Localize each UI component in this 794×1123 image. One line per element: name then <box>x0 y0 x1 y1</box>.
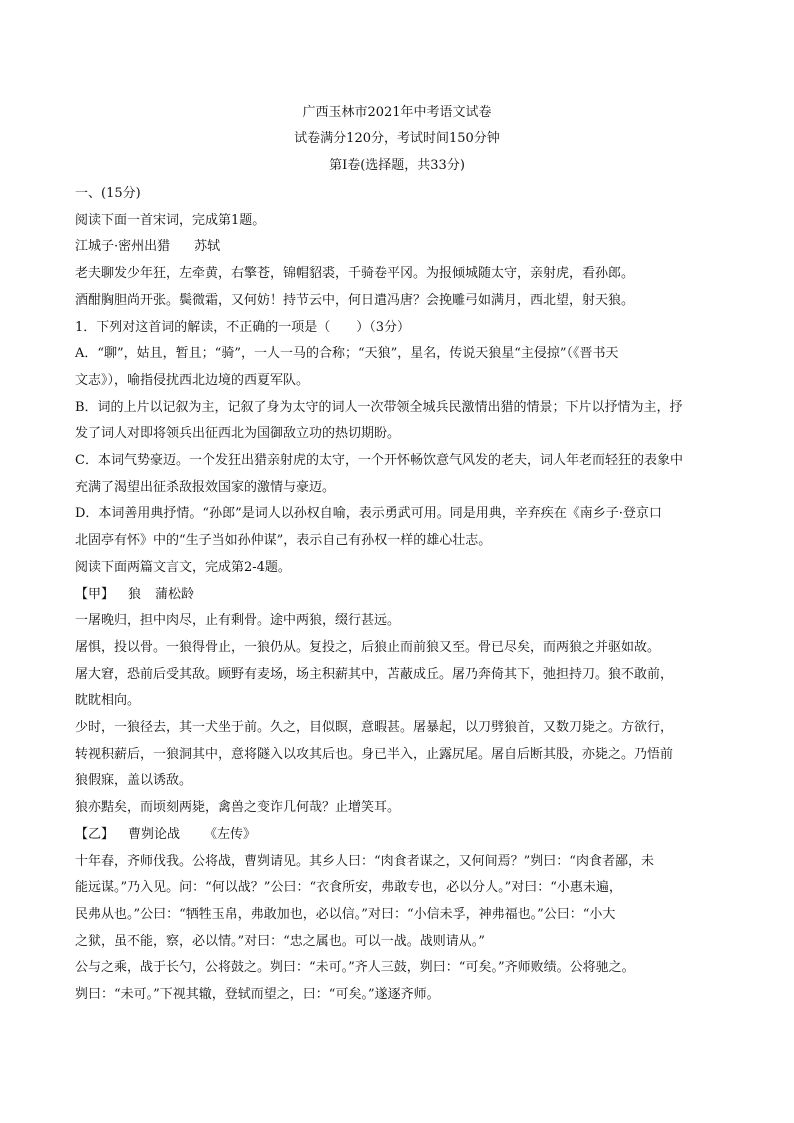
yi-label: 【乙】 <box>75 826 115 842</box>
jia-paragraph-2: 屠惧，投以骨。一狼得骨止，一狼仍从。复投之，后狼止而前狼又至。骨已尽矣，而两狼之并驱如故。 <box>75 639 661 655</box>
question-1-stem: 1．下列对这首词的解读，不正确的一项是（ ）（3分） <box>75 319 411 335</box>
yi-paragraph-1-line-2: 能远谋。”乃入见。问：“何以战？”公曰：“衣食所安，弗敢专也，必以分人。”对曰：“小惠未遍， <box>75 880 622 896</box>
jia-paragraph-4-line-3: 狼假寐，盖以诱敌。 <box>75 773 193 789</box>
exam-subtitle: 试卷满分120分，考试时间150分钟 <box>294 131 500 146</box>
poem-heading <box>75 234 725 261</box>
option-c-line-1: C．本词气势豪迈。一个发狂出猎亲射虎的太守，一个开怀畅饮意气风发的老夫，词人年老而轻狂的表象中 <box>75 453 683 469</box>
yi-paragraph-1-line-3: 民弗从也。”公曰：“牺牲玉帛，弗敢加也，必以信。”对曰：“小信未孚，神弗福也。”公曰：“小大 <box>75 906 616 922</box>
jia-label: 【甲】 <box>75 586 115 602</box>
option-a-line-1: A．“聊”，姑且，暂且；“骑”，一人一马的合称；“天狼”，星名，传说天狼星“主侵掠”（《晋书天 <box>75 346 619 362</box>
poem-line-1: 老夫聊发少年狂，左牵黄，右擎苍，锦帽貂裘，千骑卷平冈。为报倾城随太守，亲射虎，看孙郎。 <box>75 266 635 282</box>
jia-paragraph-5: 狼亦黠矣，而顷刻两毙，禽兽之变诈几何哉？止增笑耳。 <box>75 800 401 816</box>
part1-label: 一、(15分) <box>75 186 141 201</box>
jia-title: 狼 <box>128 586 142 602</box>
part2-instruction: 阅读下面两篇文言文，完成第2-4题。 <box>75 559 291 575</box>
yi-title: 曹刿论战 <box>128 826 181 842</box>
option-b-line-2: 发了词人对即将领兵出征西北为国御敌立功的热切期盼。 <box>75 426 401 442</box>
yi-paragraph-2-line-1: 公与之乘，战于长勺，公将鼓之。刿曰：“未可。”齐人三鼓，刿曰：“可矣。”齐师败绩。公将驰之。 <box>75 960 635 976</box>
jia-paragraph-3-line-2: 眈眈相向。 <box>75 693 141 709</box>
yi-source: 《左传》 <box>204 826 257 842</box>
option-d-line-1: D．本词善用典抒情。“孙郎”是词人以孙权自喻，表示勇武可用。同是用典，辛弃疾在《南乡子·登京口 <box>75 506 662 522</box>
jia-author: 蒲松龄 <box>155 586 195 602</box>
yi-paragraph-1-line-4: 之狱，虽不能，察，必以情。”对曰：“忠之属也。可以一战。战则请从。” <box>75 933 485 949</box>
jia-paragraph-4-line-2: 转视积薪后，一狼洞其中，意将隧入以攻其后也。身已半入，止露尻尾。屠自后断其股，亦毙之。乃悟前 <box>75 746 674 762</box>
poem-author: 苏轼 <box>194 239 221 255</box>
section-heading: 第Ⅰ卷(选择题，共33分) <box>329 158 465 173</box>
exam-body <box>75 181 725 1009</box>
option-b-line-1: B．词的上片以记叙为主，记叙了身为太守的词人一次带领全城兵民激情出猎的情景；下片以抒情为主，抒 <box>75 399 683 415</box>
poem-title: 江城子·密州出猎 <box>75 239 171 255</box>
jia-paragraph-3-line-1: 屠大窘，恐前后受其敌。顾野有麦场，场主积薪其中，苫蔽成丘。屠乃奔倚其下，弛担持刀。狼不敢前， <box>75 666 674 682</box>
option-c-line-2: 充满了渴望出征杀敌报效国家的激情与豪迈。 <box>75 479 336 495</box>
exam-title: 广西玉林市2021年中考语文试卷 <box>302 105 492 120</box>
yi-heading <box>75 822 725 849</box>
poem-line-2: 酒酣胸胆尚开张。鬓微霜，又何妨！持节云中，何日遣冯唐？会挽雕弓如满月，西北望，射天狼。 <box>75 292 635 308</box>
yi-paragraph-1-line-1: 十年春，齐师伐我。公将战，曹刿请见。其乡人曰：“肉食者谋之，又何间焉？”刿曰：“肉食者鄙，未 <box>75 853 654 869</box>
option-d-line-2: 北固亭有怀》中的“生子当如孙仲谋”，表示自己有孙权一样的雄心壮志。 <box>75 533 492 549</box>
option-a-line-2: 文志》），喻指侵扰西北边境的西夏军队。 <box>75 372 310 388</box>
part1-instruction: 阅读下面一首宋词，完成第1题。 <box>75 212 266 228</box>
jia-heading <box>75 582 725 609</box>
jia-paragraph-4-line-1: 少时，一狼径去，其一犬坐于前。久之，目似瞑，意暇甚。屠暴起，以刀劈狼首，又数刀毙之。方欲行， <box>75 720 674 736</box>
jia-paragraph-1: 一屠晚归，担中肉尽，止有剩骨。途中两狼，缀行甚远。 <box>75 613 401 629</box>
yi-paragraph-2-line-2: 刿曰：“未可。”下视其辙，登轼而望之，曰：“可矣。”遂逐齐师。 <box>75 987 440 1003</box>
